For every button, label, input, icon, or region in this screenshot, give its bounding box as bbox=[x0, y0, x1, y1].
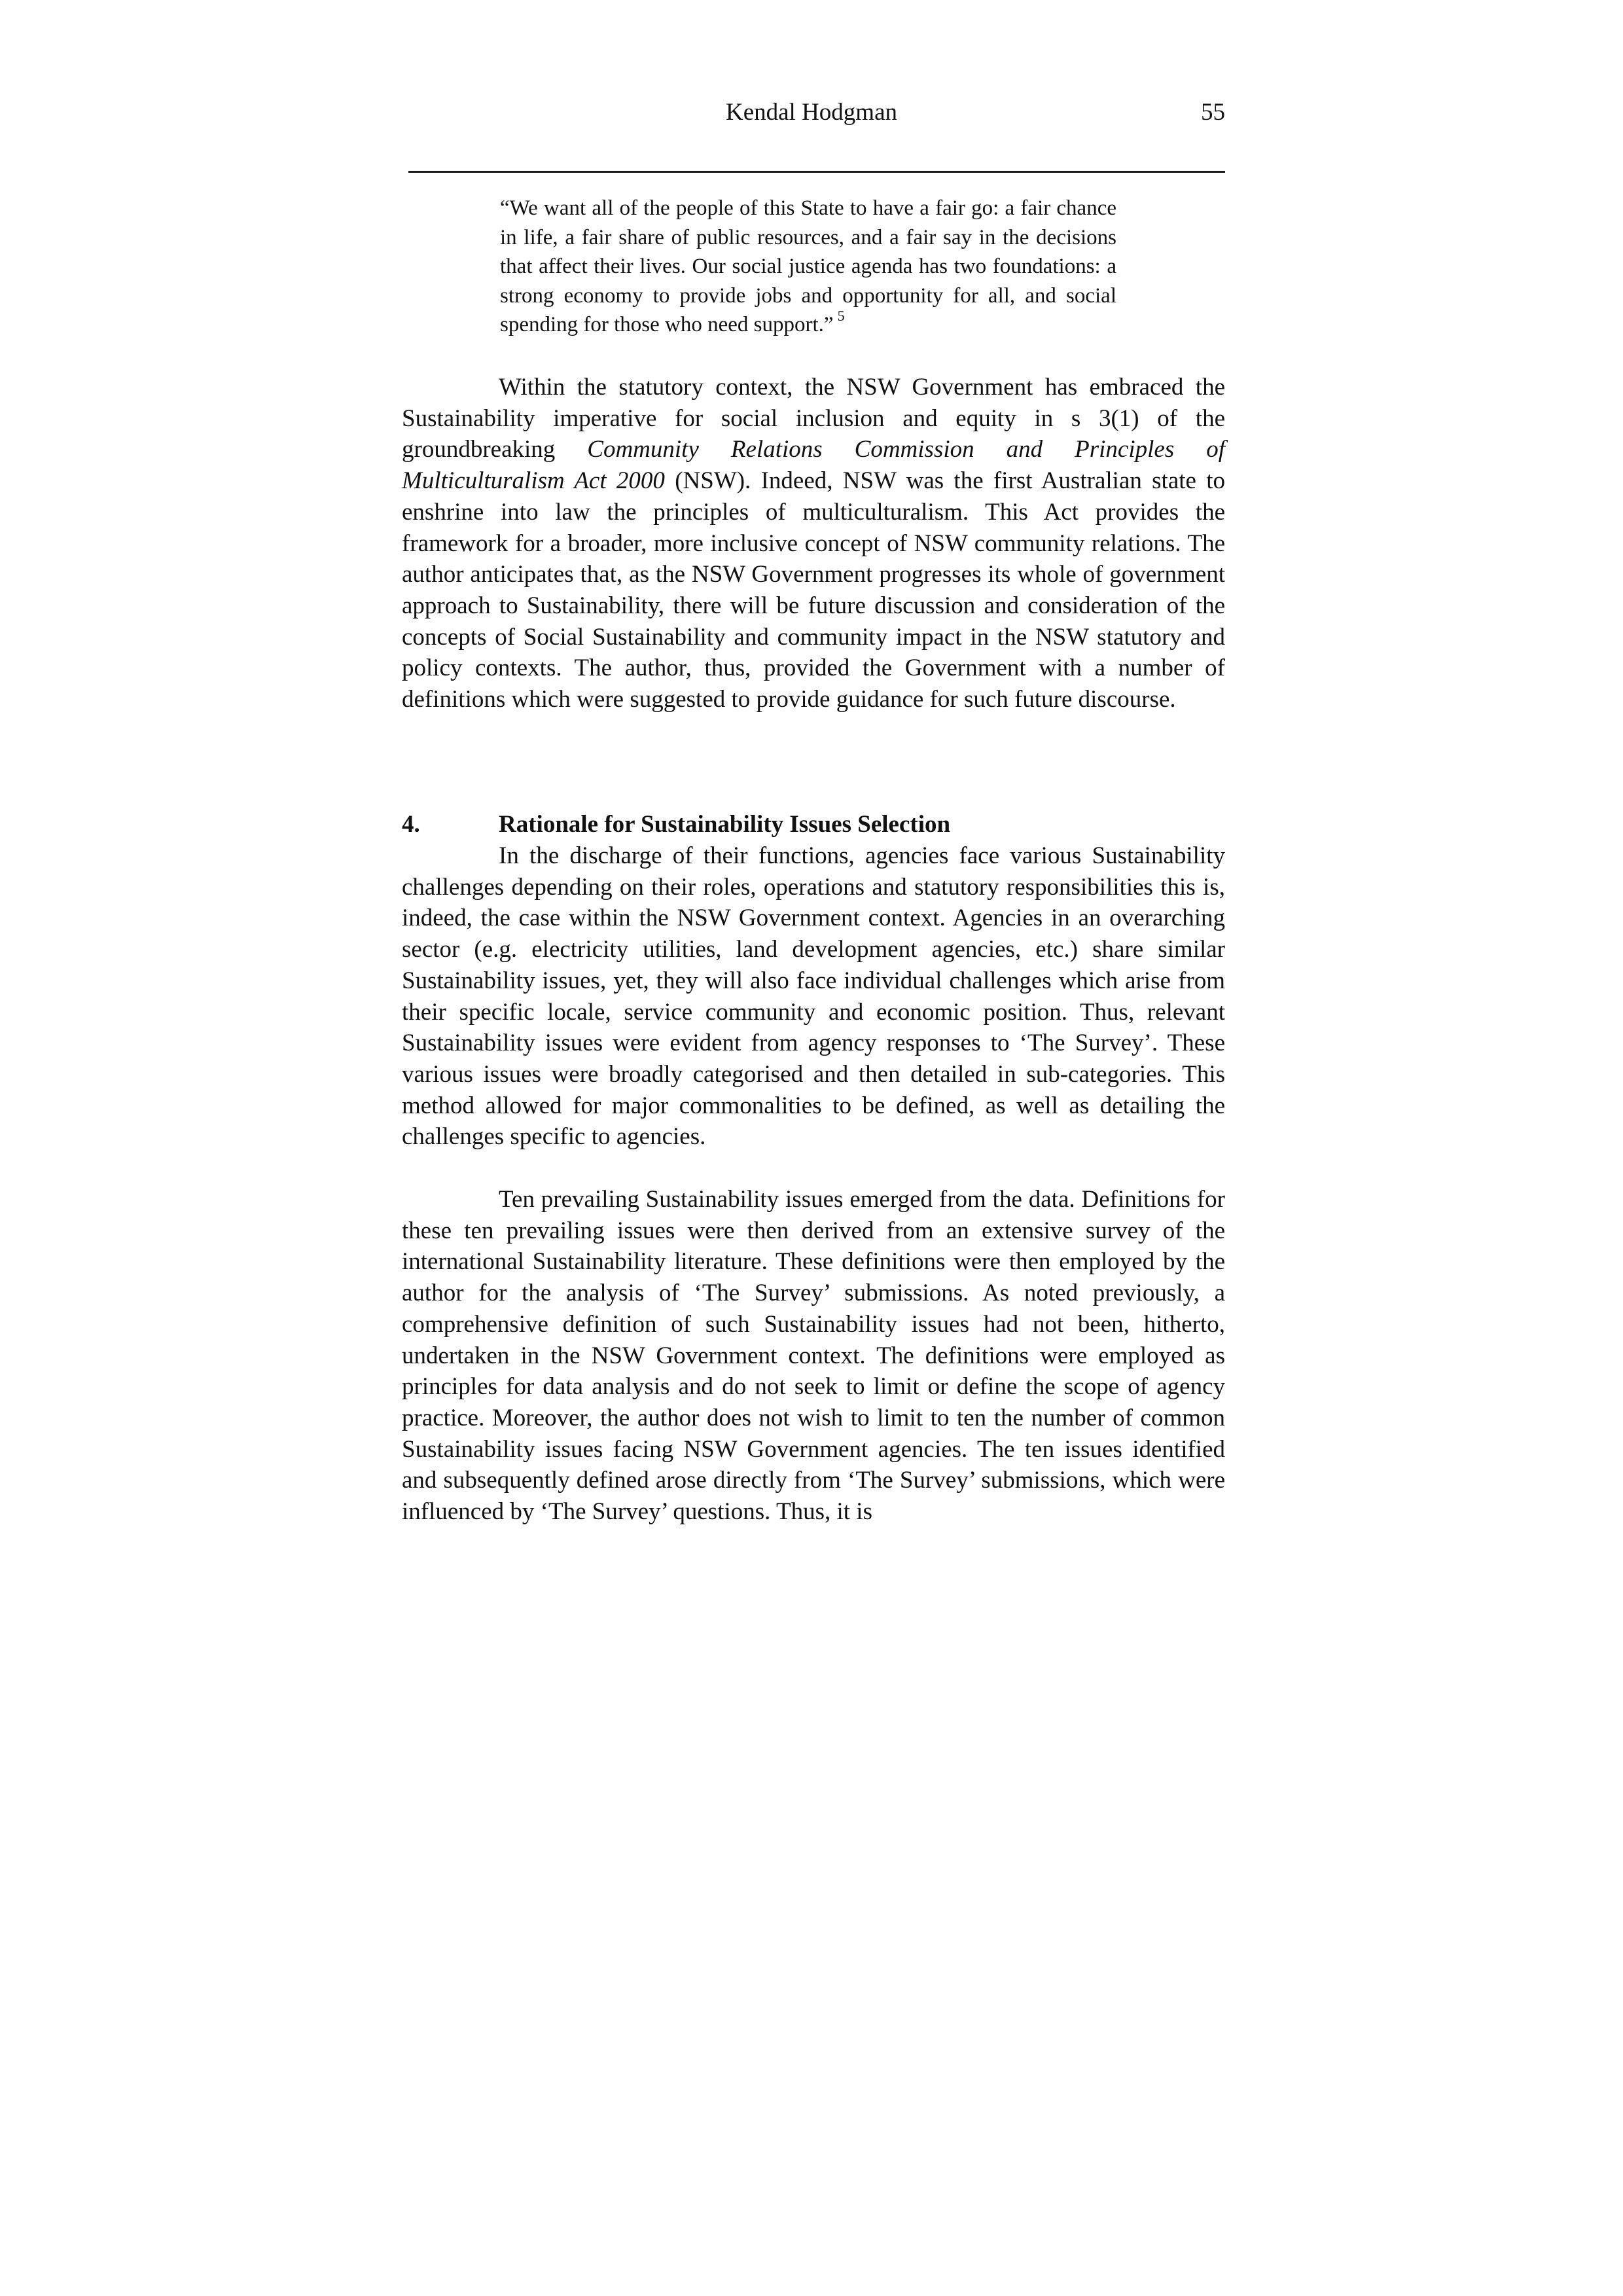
block-quote bbox=[500, 194, 1116, 340]
block-quote-text: “We want all of the people of this State to have a fair go: a fair chance in life, a fair share of public resources, and a fair say in the decisions that affect their lives. Our social justice agenda has two foundations: a strong economy to provide jobs and opportunity for all, and social spending for those who need support.” bbox=[500, 196, 1116, 336]
act-title: Community Relations Commission and Principles of Multiculturalism Act 2000 bbox=[402, 436, 1225, 495]
section-heading bbox=[402, 809, 1225, 840]
running-header-author: Kendal Hodgman bbox=[725, 99, 898, 126]
section-title: Rationale for Sustainability Issues Selection bbox=[499, 811, 951, 838]
body-paragraph: Ten prevailing Sustainability issues emerged from the data. Definitions for these ten prevailing issues were then derived from an extensive survey of the international Sustainability literature. These definitions were then employed by the author for the analysis of ‘The Survey’ submissions. As noted previously, a comprehensive definition of such Sustainability issues had not been, hitherto, undertaken in the NSW Government context. The definitions were employed as principles for data analysis and do not seek to limit or define the scope of agency practice. Moreover, the author does not wish to limit to ten the number of common Sustainability issues facing NSW Government agencies. The ten issues identified and subsequently defined arose directly from ‘The Survey’ submissions, which were influenced by ‘The Survey’ questions. Thus, it is bbox=[402, 1186, 1225, 1526]
paragraph-text-rest: (NSW). Indeed, NSW was the first Australian state to enshrine into law the principles of multiculturalism. This Act provides the framework for a broader, more inclusive concept of NSW community relations. The author anticipates that, as the NSW Government progresses its whole of government approach to Sustainability, there will be future discussion and consideration of the concepts of Social Sustainability and community impact in the NSW statutory and policy contexts. The author, thus, provided the Government with a number of definitions which were suggested to provide guidance for such future discourse. bbox=[402, 467, 1226, 713]
body-paragraph: In the discharge of their functions, agencies face various Sustainability challenges depending on their roles, operations and statutory responsibilities this is, indeed, the case within the NSW Government context. Agencies in an overarching sector (e.g. electricity utilities, land development agencies, etc.) share similar Sustainability issues, yet, they will also face individual challenges which arise from their specific locale, service community and economic position. Thus, relevant Sustainability issues were evident from agency responses to ‘The Survey’. These various issues were broadly categorised and then detailed in sub-categories. This method allowed for major commonalities to be defined, as well as detailing the challenges specific to agencies. bbox=[402, 842, 1225, 1151]
section-number: 4. bbox=[402, 811, 420, 838]
header-divider bbox=[408, 171, 1225, 173]
footnote-marker: 5 bbox=[837, 308, 845, 324]
paragraph-text-lead: Within the statutory context, the NSW Government has embraced the Sustainability imperative for social inclusion and equity in s 3(1) of the groundbreaking bbox=[402, 374, 1225, 463]
page-number: 55 bbox=[1201, 99, 1225, 126]
body-paragraph bbox=[402, 372, 1225, 715]
